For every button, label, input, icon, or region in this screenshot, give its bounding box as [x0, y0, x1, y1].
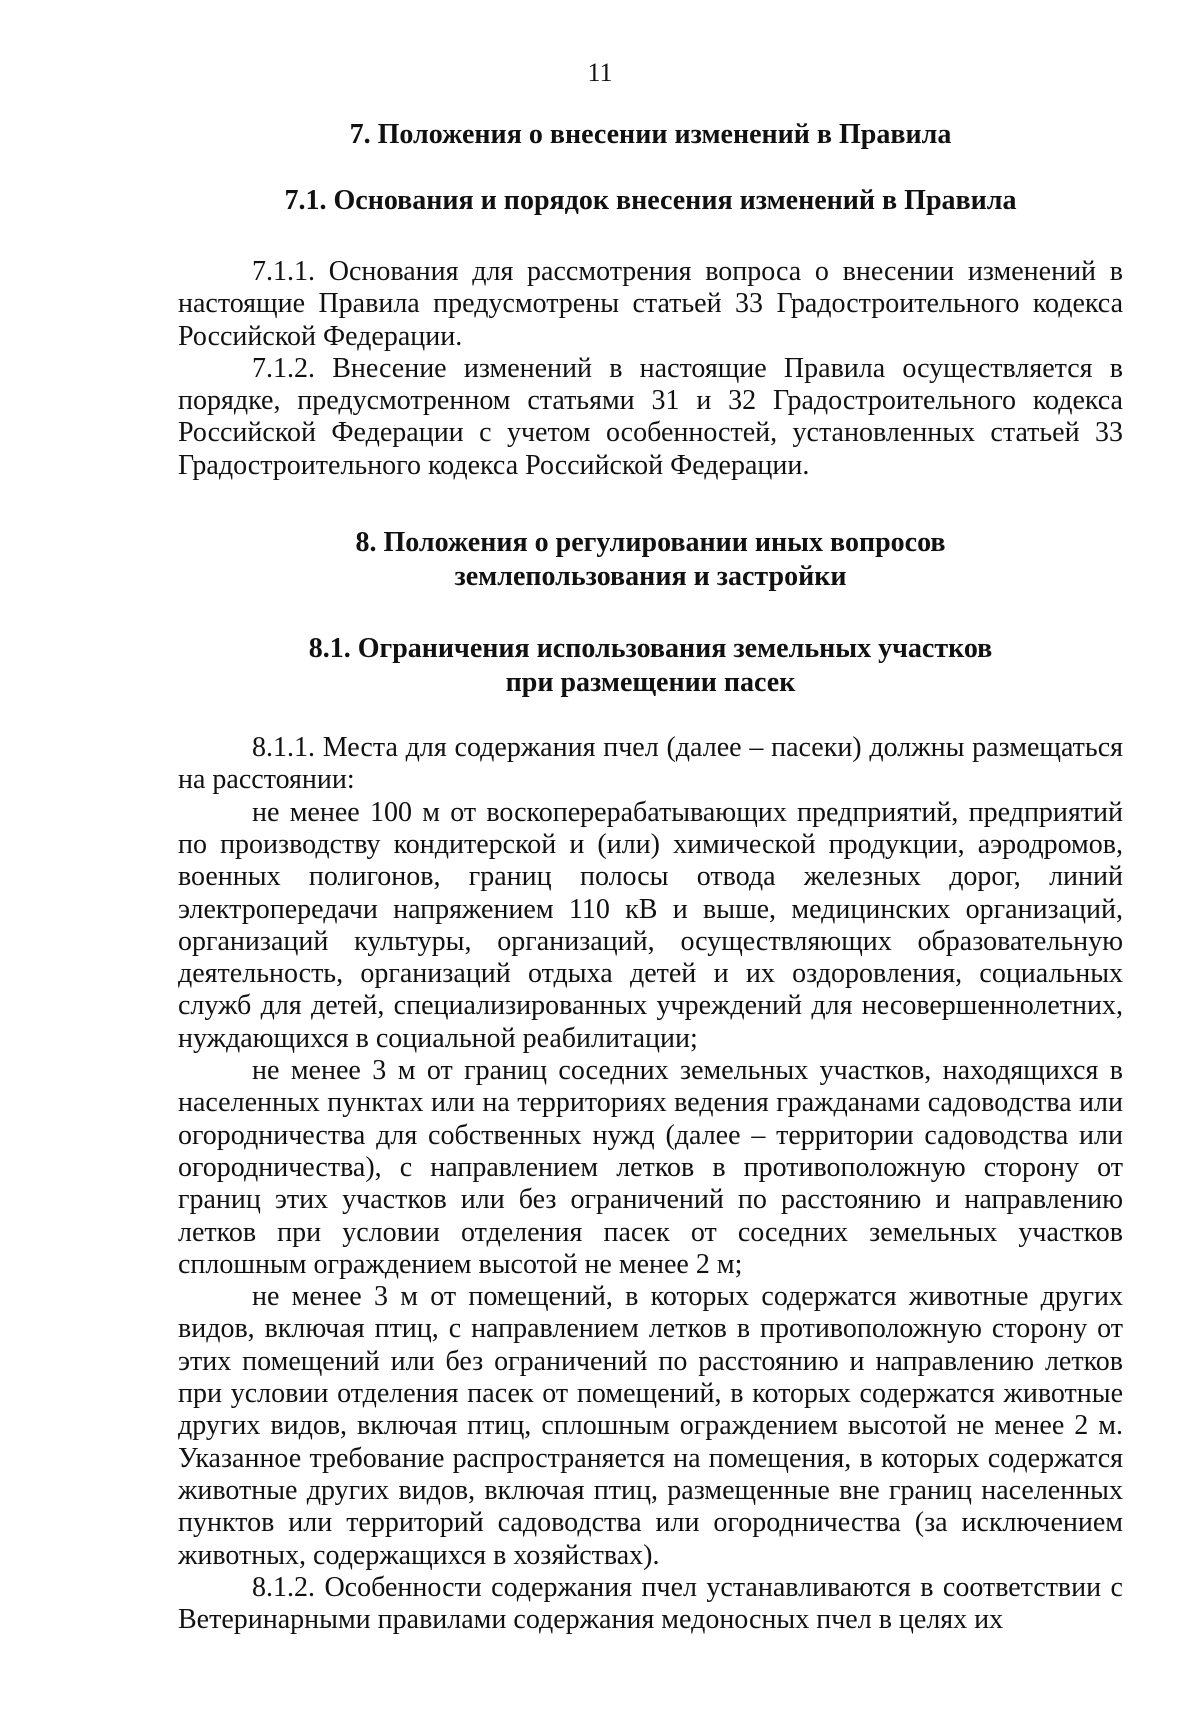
section-7-title: 7. Положения о внесении изменений в Правила — [349, 119, 952, 150]
paragraph-8-1-2: 8.1.2. Особенности содержания пчел устанавливаются в соответствии с Ветеринарными правилами содержания медоносных пчел в целях их — [178, 1571, 1123, 1636]
section-8-1-title-line-1: 8.1. Ограничения использования земельных участков — [308, 633, 993, 665]
paragraph-distance-3m-plots: не менее 3 м от границ соседних земельных участков, находящихся в населенных пунктах или на территориях ведения гражданами садоводства или огородничества для собственных нужд (далее – территории садоводства или огородничества), с направлением летков в противоположную сторону от границ этих участков или без ограничений по расстоянию и направлению летков при условии отделения пасек от соседних земельных участков сплошным ограждением высотой не менее 2 м; — [178, 1055, 1123, 1280]
section-8-title-line-2: землепользования и застройки — [454, 561, 847, 593]
page-number: 11 — [587, 58, 613, 87]
paragraph-8-1-1: 8.1.1. Места для содержания пчел (далее – пасеки) должны размещаться на расстоянии: — [178, 732, 1123, 796]
section-8-1-title — [178, 632, 1123, 700]
section-7-1-body — [178, 256, 1123, 482]
paragraph-7-1-2: 7.1.2. Внесение изменений в настоящие Правила осуществляется в порядке, предусмотренном статьями 31 и 32 Градостроительного кодекса Российской Федерации с учетом особенностей, установленных статьей 33 Градостроительного кодекса Российской Федерации. — [178, 352, 1123, 481]
section-8-title — [178, 526, 1123, 594]
document-content — [178, 118, 1123, 1636]
paragraph-7-1-1: 7.1.1. Основания для рассмотрения вопроса о внесении изменений в настоящие Правила предусмотрены статьей 33 Градостроительного кодекса Российской Федерации. — [178, 256, 1123, 352]
section-8-1-title-line-2: при размещении пасек — [505, 667, 796, 699]
paragraph-distance-3m-premises: не менее 3 м от помещений, в которых содержатся животные других видов, включая птиц, с направлением летков в противоположную сторону от этих помещений или без ограничений по расстоянию и направлению летков при условии отделения пасек от помещений, в которых содержатся животные других видов, включая птиц, сплошным ограждением высотой не менее 2 м. Указанное требование распространяется на помещения, в которых содержатся животные других видов, включая птиц, размещенные вне границ населенных пунктов или территорий садоводства или огородничества (за исключением животных, содержащихся в хозяйствах). — [178, 1281, 1123, 1571]
section-8-title-line-1: 8. Положения о регулировании иных вопросов — [355, 527, 946, 559]
section-8-1-body — [178, 732, 1123, 1636]
section-7-1-title: 7.1. Основания и порядок внесения изменений в Правила — [284, 185, 1017, 216]
paragraph-distance-100m: не менее 100 м от воскоперерабатывающих предприятий, предприятий по производству кондитерской и (или) химической продукции, аэродромов, военных полигонов, границ полосы отвода железных дорог, линий электропередачи напряжением 110 кВ и выше, медицинских организаций, организаций культуры, организаций, осуществляющих образовательную деятельность, организаций отдыха детей и их оздоровления, социальных служб для детей, специализированных учреждений для несовершеннолетних, нуждающихся в социальной реабилитации; — [178, 796, 1123, 1054]
